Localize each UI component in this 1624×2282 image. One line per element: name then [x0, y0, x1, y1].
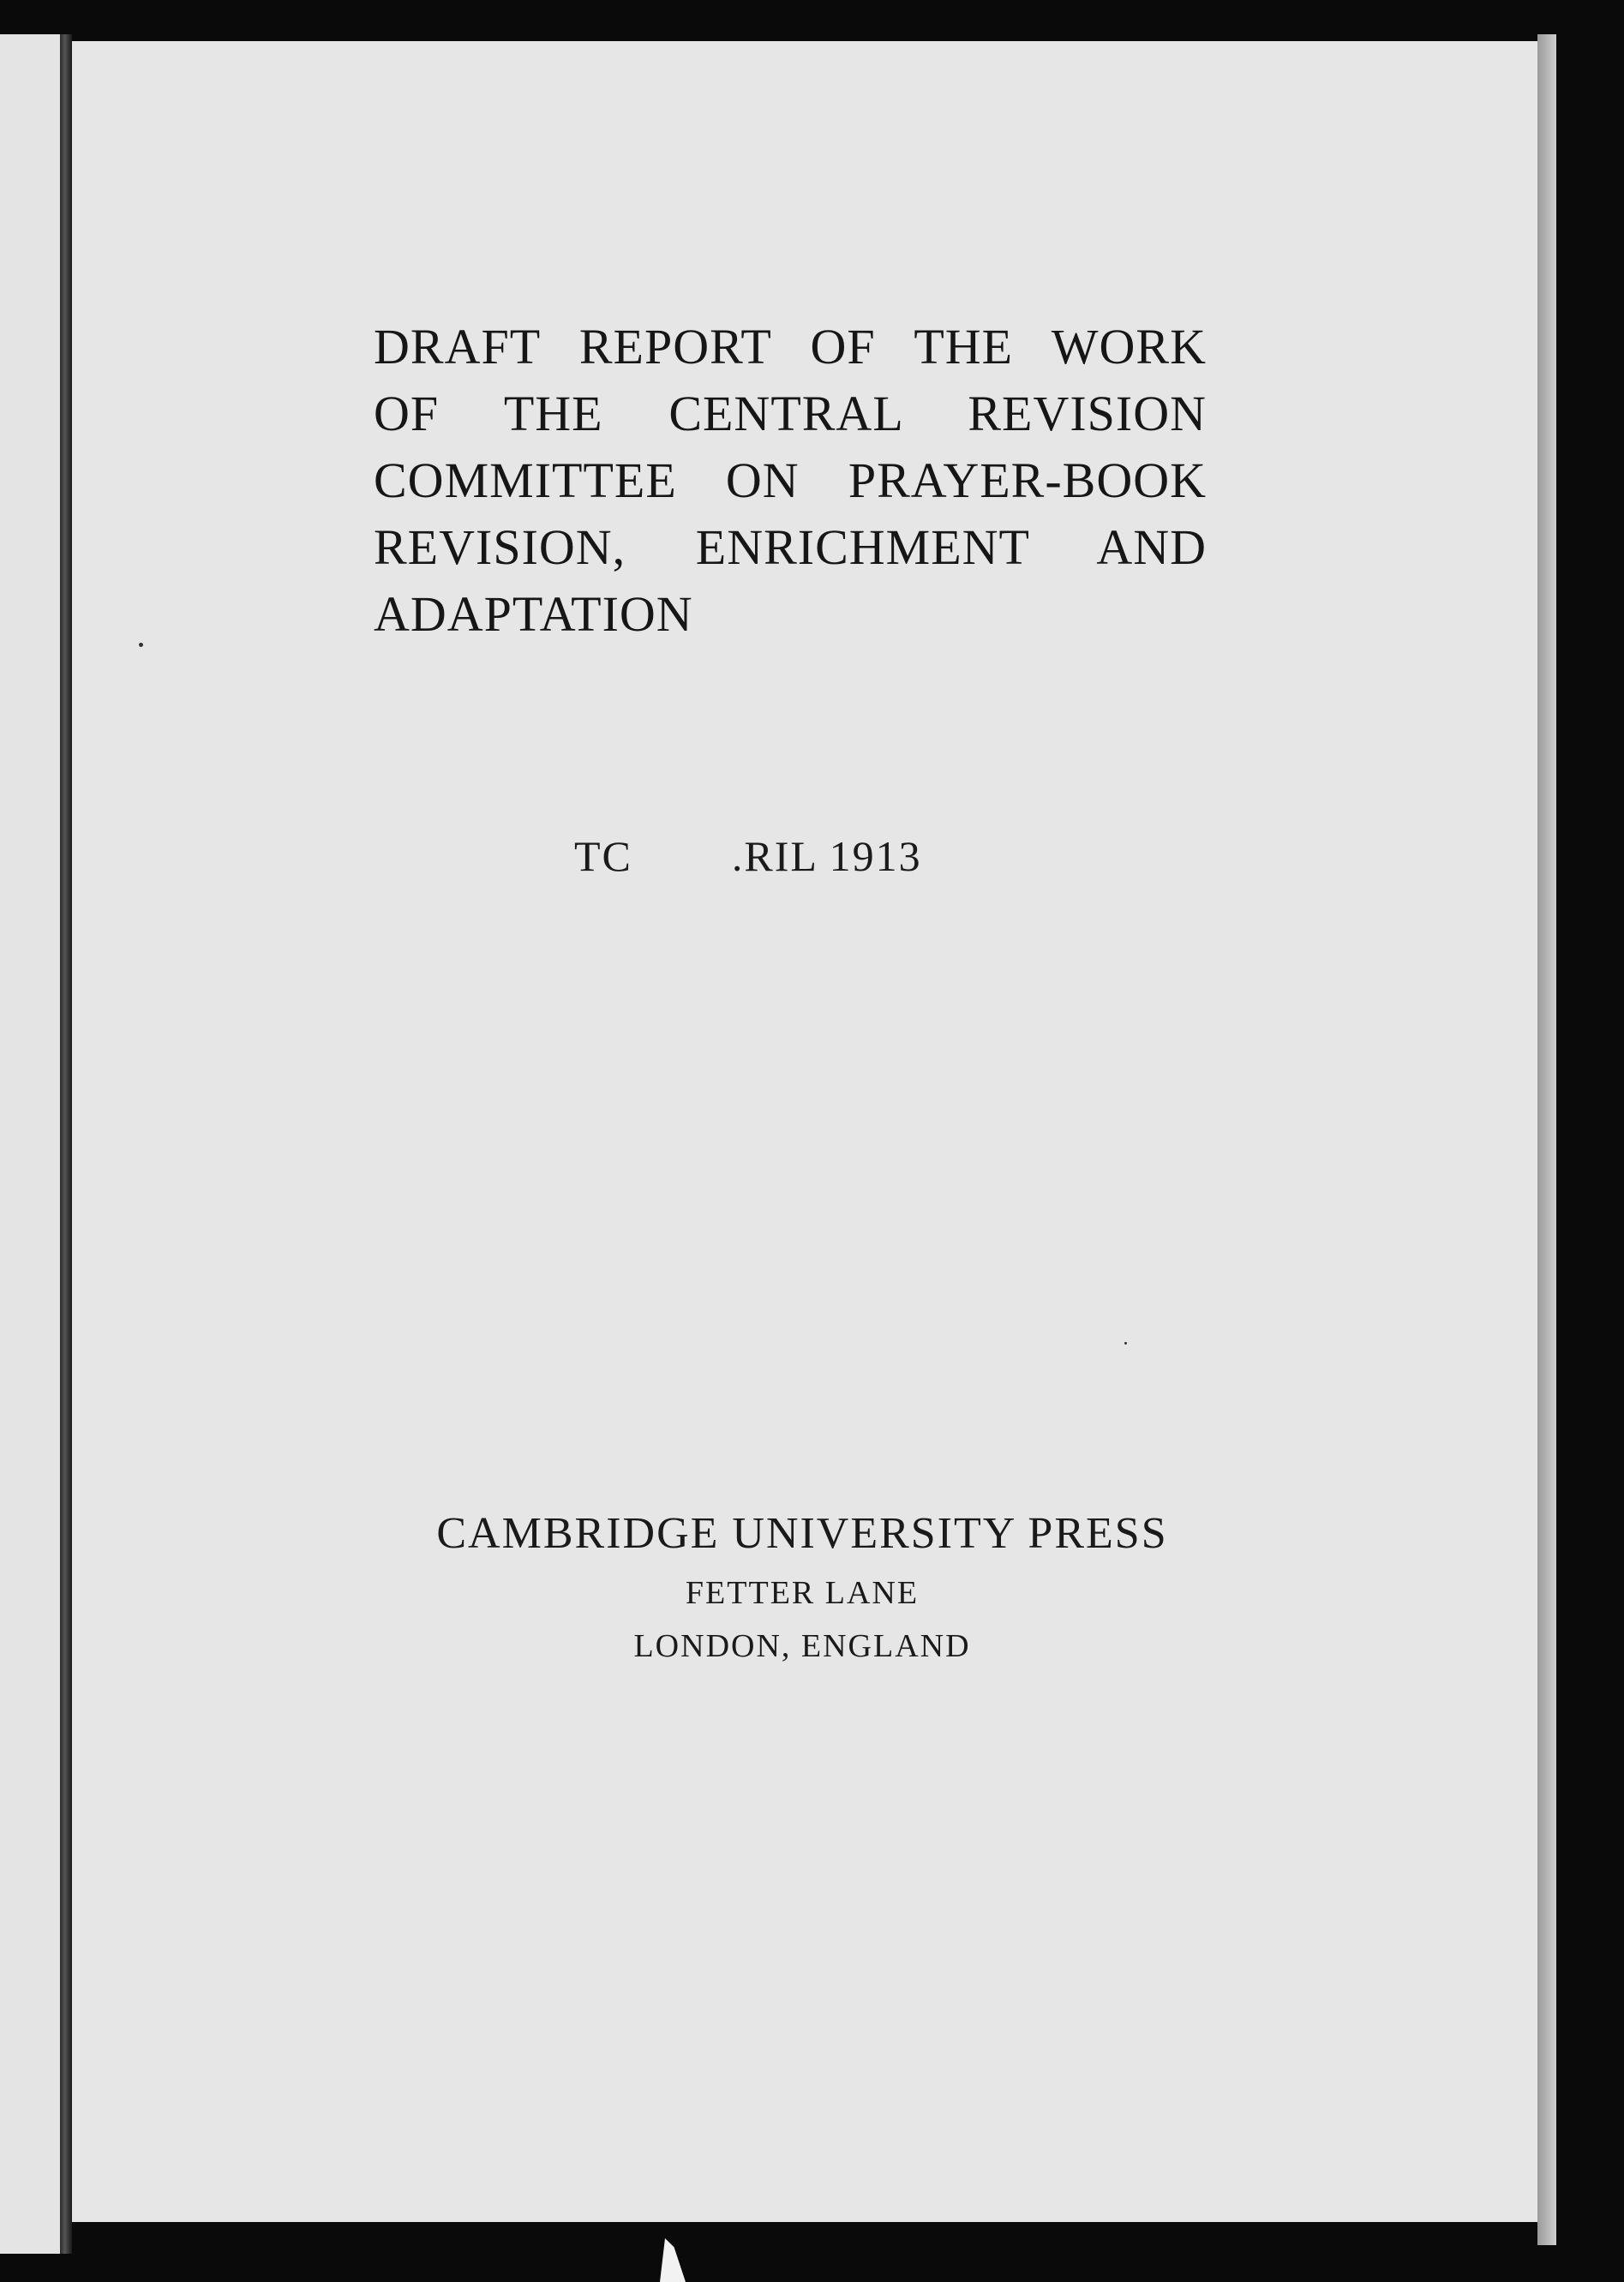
date-fragment-month: .RIL [731, 832, 818, 880]
document-title [374, 314, 1207, 648]
binding-edge [60, 34, 72, 2254]
publisher-city: LONDON, ENGLAND [633, 1628, 971, 1664]
paper-speck [139, 643, 143, 647]
title-line: ADAPTATION [374, 586, 693, 642]
date-fragment-start: TC [574, 832, 632, 880]
publisher-street: FETTER LANE [685, 1575, 920, 1611]
date-line [574, 831, 1020, 881]
title-line: OF THE CENTRAL REVISION [374, 386, 1207, 441]
facing-page-strip [0, 34, 60, 2254]
date-faded-gap [644, 832, 719, 880]
page-edge-shadow [1537, 34, 1556, 2245]
publisher-name: CAMBRIDGE UNIVERSITY PRESS [436, 1509, 1168, 1558]
title-line: DRAFT REPORT OF THE WORK [374, 319, 1207, 374]
date-year: 1913 [829, 832, 922, 880]
title-line: COMMITTEE ON PRAYER-BOOK [374, 452, 1207, 508]
title-line: REVISION, ENRICHMENT AND [374, 519, 1207, 575]
paper-speck [1124, 1342, 1127, 1345]
publisher-imprint [374, 1501, 1231, 1673]
